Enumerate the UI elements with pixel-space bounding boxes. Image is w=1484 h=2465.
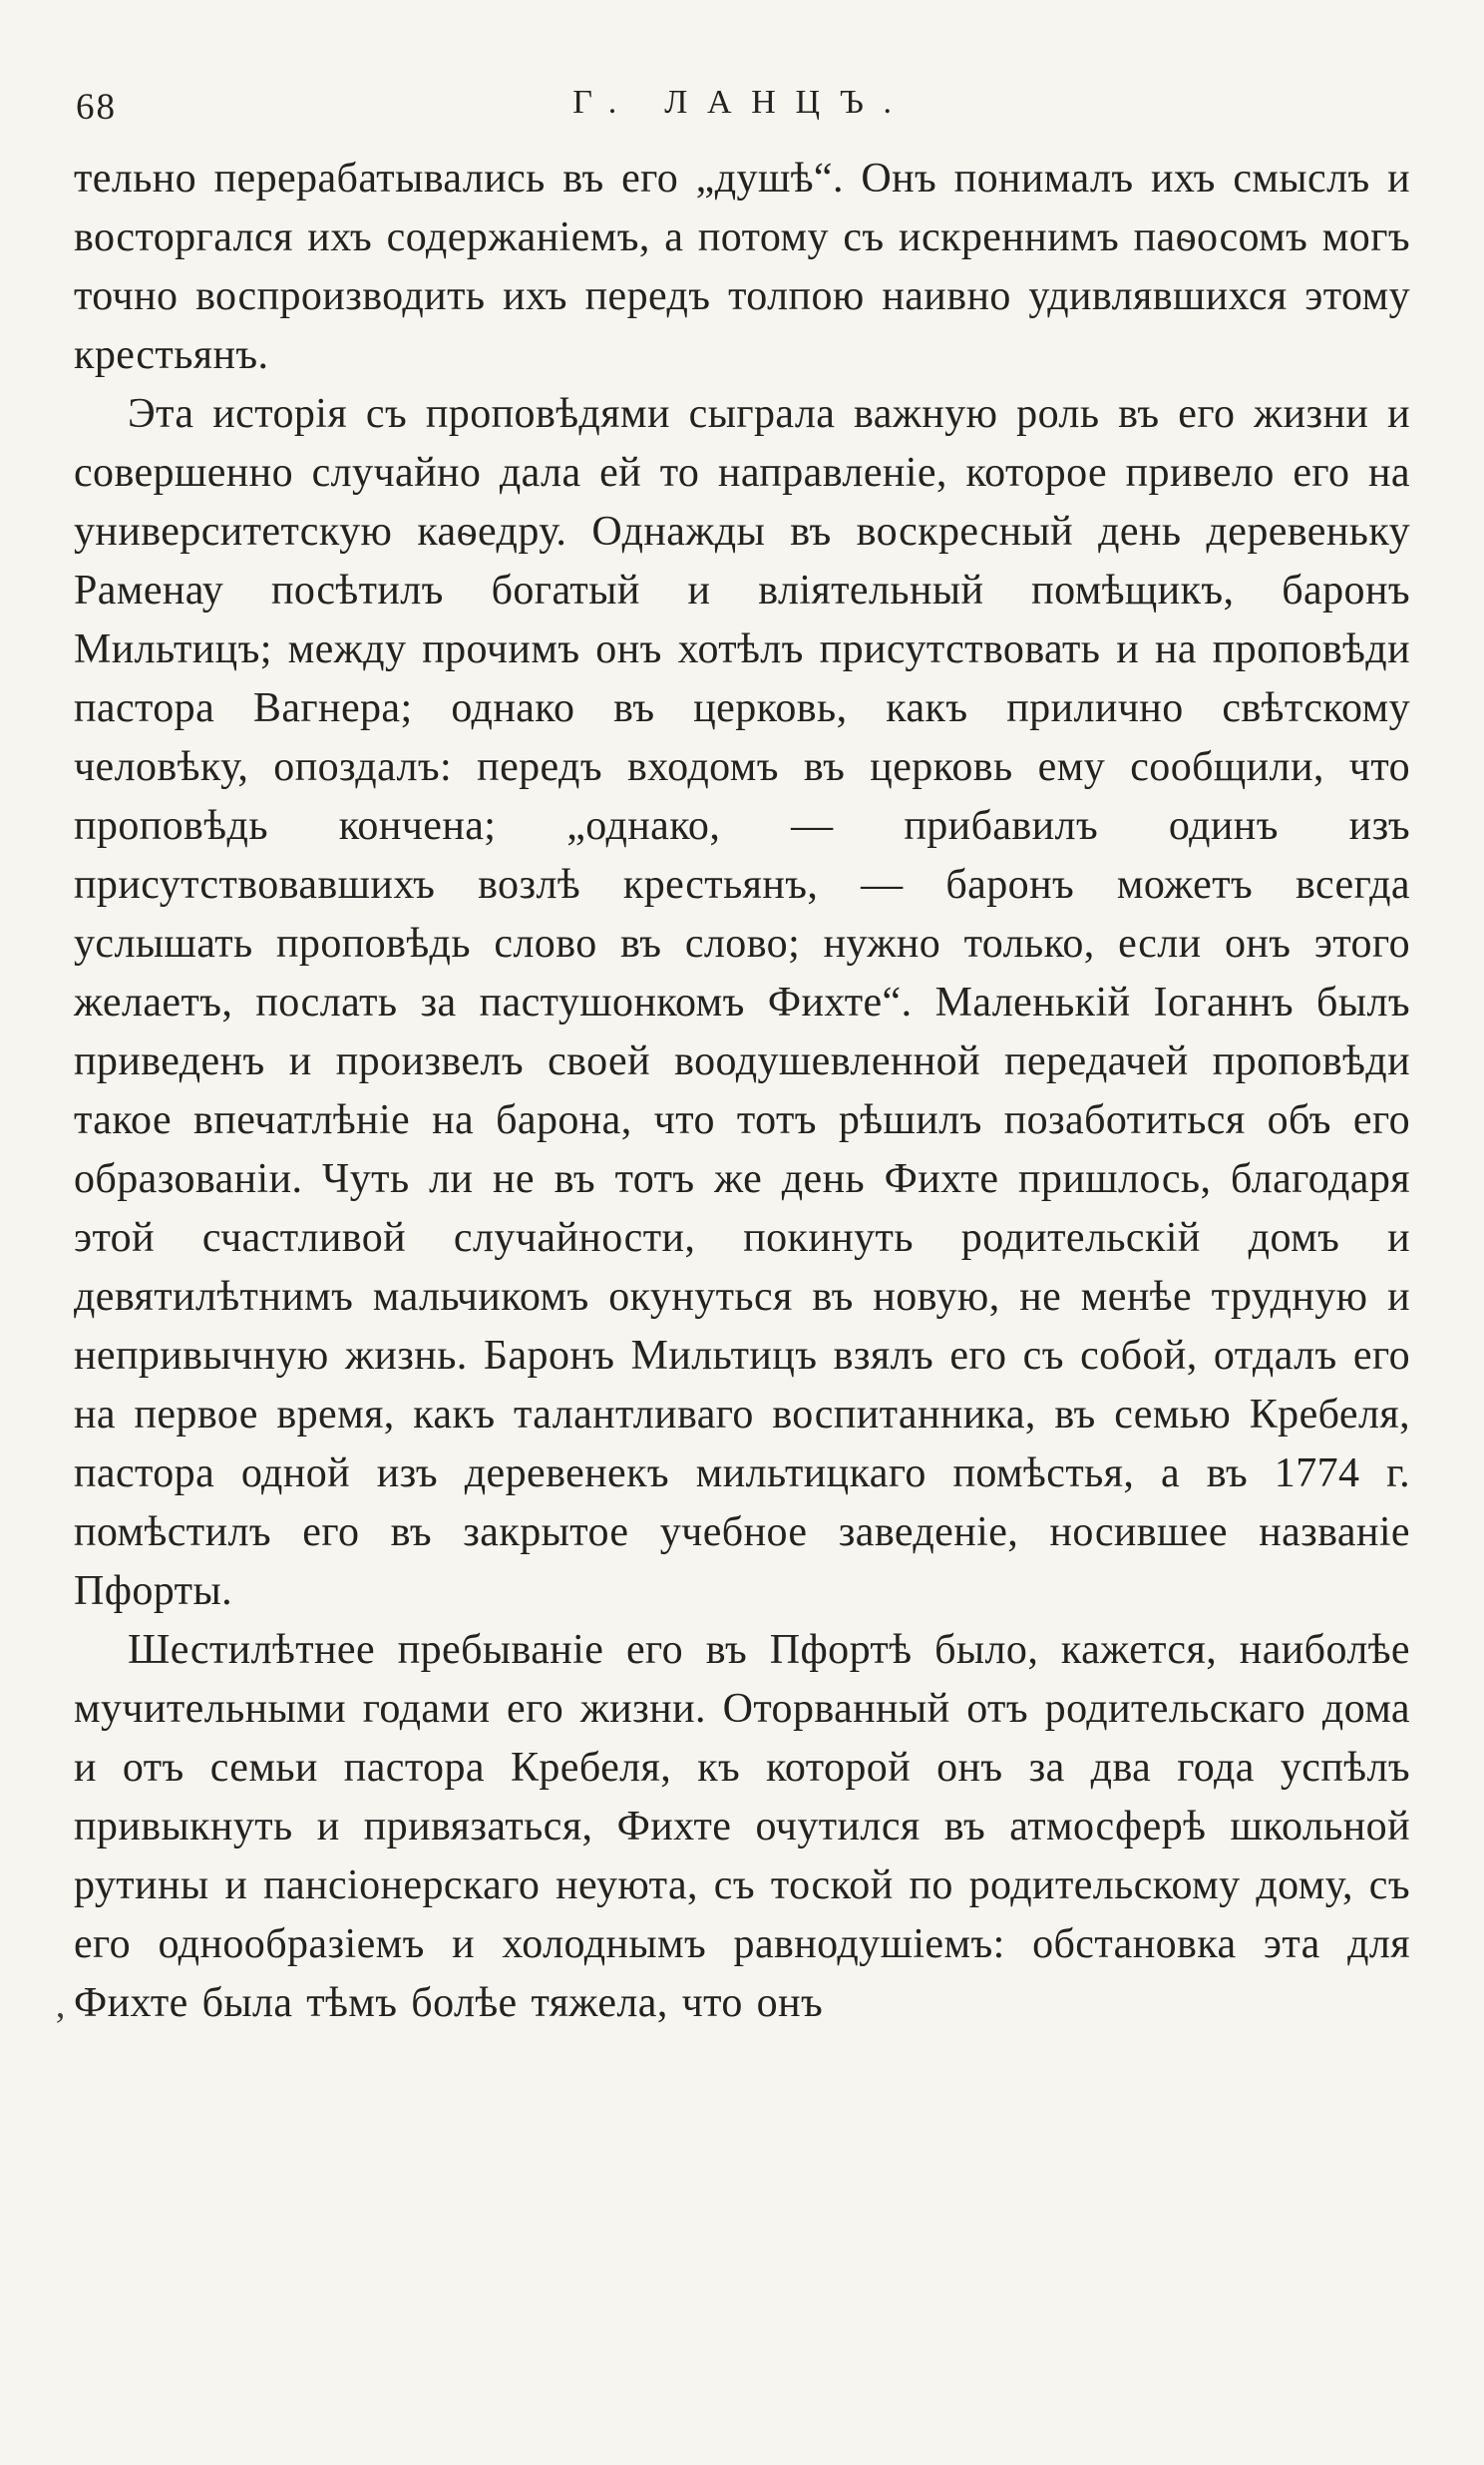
- body-text: [74, 150, 1410, 2033]
- page-number: 68: [76, 87, 117, 128]
- running-title: Г. ЛАНЦЪ.: [572, 84, 912, 121]
- paragraph: Шестилѣтнее пребываніе его въ Пфортѣ было, кажется, наиболѣе мучительными годами его жизни. Оторванный отъ родительскаго дома и отъ семьи пастора Кребеля, къ которой онъ за два года успѣлъ привыкнуть и привязаться, Фихте очутился въ атмосферѣ школьной рутины и пансіонерскаго неуюта, съ тоской по родительскому дому, съ его однообразіемъ и холоднымъ равнодушіемъ: обстановка эта для Фихте была тѣмъ болѣе тяжела, что онъ: [74, 1627, 1410, 2026]
- page-header: [74, 84, 1410, 136]
- paragraph: Эта исторія съ проповѣдями сыграла важную роль въ его жизни и совершенно случайно дала ей то направленіе, которое привело его на университетскую каѳедру. Однажды въ воскресный день деревеньку Раменау посѣтилъ богатый и вліятельный помѣщикъ, баронъ Мильтицъ; между прочимъ онъ хотѣлъ присутствовать и на проповѣди пастора Вагнера; однако въ церковь, какъ прилично свѣтскому человѣку, опоздалъ: передъ входомъ въ церковь ему сообщили, что проповѣдь кончена; „однако, — прибавилъ одинъ изъ присутствовавшихъ возлѣ крестьянъ, — баронъ можетъ всегда услышать проповѣдь слово въ слово; нужно только, если онъ этого желаетъ, послать за пастушонкомъ Фихте“. Маленькій Іоганнъ былъ приведенъ и произвелъ своей воодушевленной передачей проповѣди такое впечатлѣніе на барона, что тотъ рѣшилъ позаботиться объ его образованіи. Чуть ли не въ тотъ же день Фихте пришлось, благодаря этой счастливой случайности, покинуть родительскій домъ и девятилѣтнимъ мальчикомъ окунуться въ новую, не менѣе трудную и непривычную жизнь. Баронъ Мильтицъ взялъ его съ собой, отдалъ его на первое время, какъ талантливаго воспитанника, въ семью Кребеля, пастора одной изъ деревенекъ мильтицкаго помѣстья, а въ 1774 г. помѣстилъ его въ закрытое учебное заведеніе, носившее названіе Пфорты.: [74, 391, 1410, 1614]
- paragraph: тельно перерабатывались въ его „душѣ“. Онъ понималъ ихъ смыслъ и восторгался ихъ содержаніемъ, а потому съ искреннимъ паѳосомъ могъ точно воспроизводить ихъ передъ толпою наивно удивлявшихся этому крестьянъ.: [74, 156, 1410, 378]
- scan-artifact-mark: ‚: [54, 1984, 67, 2026]
